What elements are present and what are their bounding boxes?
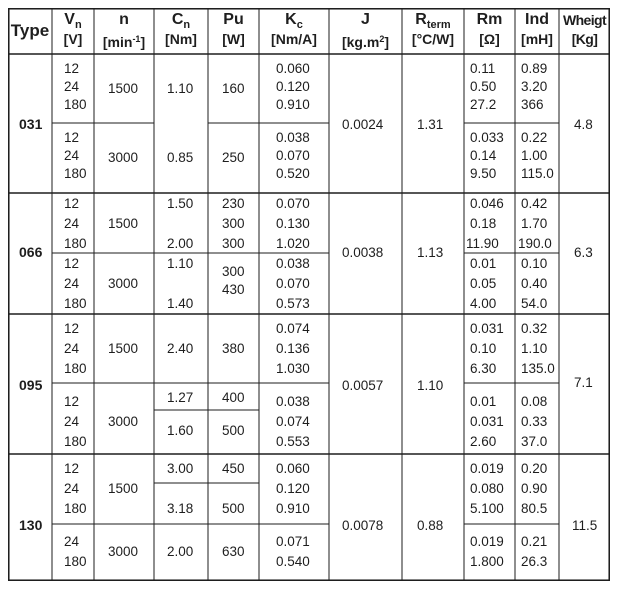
- kc-value: 0.520: [276, 166, 310, 181]
- torque-value: 1.50: [167, 196, 194, 211]
- type-code: 066: [19, 244, 43, 260]
- inductance-value: 0.21: [521, 534, 548, 549]
- resistance-value: 0.019: [470, 534, 504, 549]
- header-thermal-resistance: [402, 8, 464, 54]
- resistance-value: 6.30: [470, 361, 497, 376]
- voltage-value: 24: [64, 341, 80, 356]
- power-value: 400: [222, 390, 245, 405]
- voltage-value: 180: [64, 296, 87, 311]
- torque-value: 2.40: [167, 341, 194, 356]
- inertia-value: 0.0078: [342, 518, 384, 533]
- header-torque-unit: [Nm]: [165, 31, 197, 47]
- header-voltage-symbol: V: [64, 11, 75, 28]
- header-type-label: Type: [10, 21, 50, 40]
- power-value: 230: [222, 196, 245, 211]
- kc-value: 0.074: [276, 414, 310, 429]
- resistance-value: 0.14: [470, 148, 497, 163]
- header-ind-unit: [mH]: [521, 31, 553, 47]
- inductance-value: 0.40: [521, 276, 548, 291]
- kc-value: 0.553: [276, 434, 310, 449]
- voltage-value: 24: [64, 216, 80, 231]
- resistance-value: 0.031: [470, 321, 504, 336]
- inductance-value: 0.20: [521, 461, 548, 476]
- inductance-value: 0.89: [521, 61, 548, 76]
- voltage-value: 180: [64, 554, 87, 569]
- header-type: [8, 8, 52, 54]
- inductance-value: 0.90: [521, 481, 548, 496]
- header-speed-unit: [min: [102, 34, 133, 50]
- resistance-value: 0.033: [470, 130, 504, 145]
- type-code: 031: [19, 116, 43, 132]
- voltage-value: 12: [64, 196, 80, 211]
- kc-value: 0.074: [276, 321, 310, 336]
- weight-value: 7.1: [574, 375, 593, 390]
- kc-value: 0.130: [276, 216, 310, 231]
- kc-value: 0.120: [276, 79, 310, 94]
- inductance-value: 1.10: [521, 341, 548, 356]
- inductance-value: 3.20: [521, 79, 548, 94]
- resistance-value: 0.50: [470, 79, 497, 94]
- thermal-resistance-value: 1.13: [417, 245, 444, 260]
- kc-value: 0.070: [276, 196, 310, 211]
- torque-value: 1.10: [167, 256, 194, 271]
- voltage-value: 180: [64, 434, 87, 449]
- header-rm-symbol: Rm: [476, 11, 503, 28]
- speed-value: 3000: [108, 150, 139, 165]
- header-kc-unit: [Nm/A]: [271, 31, 317, 47]
- header-power-unit: [W]: [222, 31, 245, 47]
- power-value: 300: [222, 264, 245, 279]
- inductance-value: 1.70: [521, 216, 548, 231]
- header-speed-symbol: n: [119, 11, 129, 28]
- torque-value: 0.85: [167, 150, 194, 165]
- kc-value: 0.540: [276, 554, 310, 569]
- resistance-value: 0.11: [470, 61, 496, 76]
- kc-value: 0.038: [276, 256, 310, 271]
- power-value: 500: [222, 423, 245, 438]
- resistance-value: 0.080: [470, 481, 504, 496]
- inductance-value: 115.0: [521, 166, 554, 181]
- header-torque-symbol: C: [171, 11, 184, 28]
- inductance-value: 190.0: [518, 236, 552, 251]
- motor-spec-table: [8, 8, 610, 581]
- voltage-value: 180: [64, 97, 87, 112]
- header-power-symbol: Pu: [223, 11, 244, 28]
- inductance-value: 0.33: [521, 414, 548, 429]
- header-inertia: [329, 8, 402, 54]
- kc-value: 0.060: [276, 61, 310, 76]
- speed-value: 1500: [108, 341, 139, 356]
- kc-value: 0.120: [276, 481, 310, 496]
- torque-value: 2.00: [167, 544, 194, 559]
- inertia-value: 0.0024: [342, 117, 384, 132]
- thermal-resistance-value: 1.31: [417, 117, 444, 132]
- header-voltage: [52, 8, 94, 54]
- header-kc-symbol: K: [285, 11, 297, 28]
- torque-value: 1.10: [167, 81, 194, 96]
- resistance-value: 0.031: [470, 414, 504, 429]
- voltage-value: 12: [64, 461, 80, 476]
- power-value: 430: [222, 282, 245, 297]
- inertia-value: 0.0057: [342, 378, 384, 393]
- header-torque: [154, 8, 208, 54]
- thermal-resistance-value: 1.10: [417, 378, 444, 393]
- inductance-value: 0.22: [521, 130, 548, 145]
- speed-value: 1500: [108, 216, 139, 231]
- header-rterm-subscript: term: [426, 19, 451, 31]
- header-rm-unit: [Ω]: [479, 31, 500, 47]
- resistance-value: 0.019: [470, 461, 504, 476]
- resistance-value: 1.800: [470, 554, 504, 569]
- resistance-value: 4.00: [470, 296, 497, 311]
- header-speed-unit-close: ]: [140, 34, 146, 50]
- header-resistance: [464, 8, 515, 54]
- weight-value: 6.3: [574, 245, 593, 260]
- resistance-value: 11.90: [466, 236, 499, 251]
- voltage-value: 12: [64, 61, 80, 76]
- header-weight-symbol: Wheigt: [562, 12, 607, 28]
- torque-value: 1.60: [167, 423, 194, 438]
- kc-value: 0.060: [276, 461, 310, 476]
- speed-value: 3000: [108, 414, 139, 429]
- voltage-value: 24: [64, 414, 80, 429]
- inductance-value: 26.3: [521, 554, 548, 569]
- voltage-value: 12: [64, 256, 80, 271]
- voltage-value: 180: [64, 501, 87, 516]
- type-code: 130: [19, 517, 43, 533]
- voltage-value: 24: [64, 79, 80, 94]
- inductance-value: 0.10: [521, 256, 548, 271]
- kc-value: 1.030: [276, 361, 310, 376]
- header-speed: [94, 8, 154, 54]
- type-code: 095: [19, 377, 43, 393]
- kc-value: 0.573: [276, 296, 310, 311]
- inductance-value: 37.0: [521, 434, 548, 449]
- inductance-value: 80.5: [521, 501, 548, 516]
- torque-value: 3.18: [167, 501, 194, 516]
- inductance-value: 0.32: [521, 321, 548, 336]
- resistance-value: 0.10: [470, 341, 497, 356]
- resistance-value: 0.18: [470, 216, 497, 231]
- resistance-value: 2.60: [470, 434, 497, 449]
- kc-value: 0.070: [276, 148, 310, 163]
- header-kc-subscript: c: [296, 19, 303, 31]
- torque-value: 2.00: [167, 236, 194, 251]
- inductance-value: 135.0: [521, 361, 555, 376]
- resistance-value: 0.01: [470, 394, 497, 409]
- header-power: [208, 8, 259, 54]
- power-value: 250: [222, 150, 245, 165]
- header-torque-constant: [259, 8, 329, 54]
- voltage-value: 24: [64, 481, 80, 496]
- power-value: 160: [222, 81, 245, 96]
- header-weight-unit: [Kg]: [571, 31, 598, 47]
- inductance-value: 0.08: [521, 394, 548, 409]
- header-torque-subscript: n: [183, 19, 191, 31]
- header-rterm-unit: [°C/W]: [411, 31, 455, 47]
- header-ind-symbol: Ind: [525, 11, 549, 28]
- power-value: 630: [222, 544, 245, 559]
- inductance-value: 366: [521, 97, 544, 112]
- inductance-value: 1.00: [521, 148, 548, 163]
- resistance-value: 9.50: [470, 166, 497, 181]
- resistance-value: 0.01: [470, 256, 497, 271]
- header-inertia-unit: [kg.m: [341, 34, 380, 50]
- kc-value: 0.910: [276, 97, 310, 112]
- voltage-value: 180: [64, 361, 87, 376]
- power-value: 500: [222, 501, 245, 516]
- kc-value: 1.020: [276, 236, 310, 251]
- power-value: 300: [222, 236, 245, 251]
- power-value: 380: [222, 341, 245, 356]
- resistance-value: 27.2: [470, 97, 497, 112]
- torque-value: 1.27: [167, 390, 194, 405]
- resistance-value: 0.046: [470, 196, 504, 211]
- voltage-value: 24: [64, 148, 80, 163]
- kc-value: 0.038: [276, 130, 310, 145]
- inertia-value: 0.0038: [342, 245, 384, 260]
- inductance-value: 0.42: [521, 196, 548, 211]
- voltage-value: 12: [64, 130, 80, 145]
- speed-value: 1500: [108, 81, 139, 96]
- weight-value: 11.5: [572, 518, 598, 533]
- torque-value: 3.00: [167, 461, 194, 476]
- power-value: 300: [222, 216, 245, 231]
- header-inertia-unit-close: ]: [384, 34, 390, 50]
- voltage-value: 24: [64, 276, 80, 291]
- header-inertia-symbol: J: [361, 11, 370, 28]
- header-inductance: [515, 8, 559, 54]
- header-speed-unit-exponent: -1: [132, 34, 141, 44]
- voltage-value: 180: [64, 236, 87, 251]
- speed-value: 1500: [108, 481, 139, 496]
- voltage-value: 12: [64, 394, 80, 409]
- speed-value: 3000: [108, 544, 139, 559]
- header-rterm-symbol: R: [415, 11, 427, 28]
- kc-value: 0.910: [276, 501, 310, 516]
- resistance-value: 5.100: [470, 501, 504, 516]
- torque-value: 1.40: [167, 296, 194, 311]
- voltage-value: 12: [64, 321, 80, 336]
- speed-value: 3000: [108, 276, 139, 291]
- thermal-resistance-value: 0.88: [417, 518, 444, 533]
- voltage-value: 180: [64, 166, 87, 181]
- power-value: 450: [222, 461, 245, 476]
- header-voltage-unit: [V]: [63, 31, 83, 47]
- voltage-value: 24: [64, 534, 80, 549]
- kc-value: 0.136: [276, 341, 310, 356]
- header-inertia-unit-exponent: 2: [379, 34, 385, 44]
- inductance-value: 54.0: [521, 296, 548, 311]
- header-voltage-subscript: n: [74, 19, 82, 31]
- header-weight: [559, 8, 610, 54]
- kc-value: 0.071: [276, 534, 310, 549]
- kc-value: 0.038: [276, 394, 310, 409]
- weight-value: 4.8: [574, 117, 593, 132]
- kc-value: 0.070: [276, 276, 310, 291]
- resistance-value: 0.05: [470, 276, 497, 291]
